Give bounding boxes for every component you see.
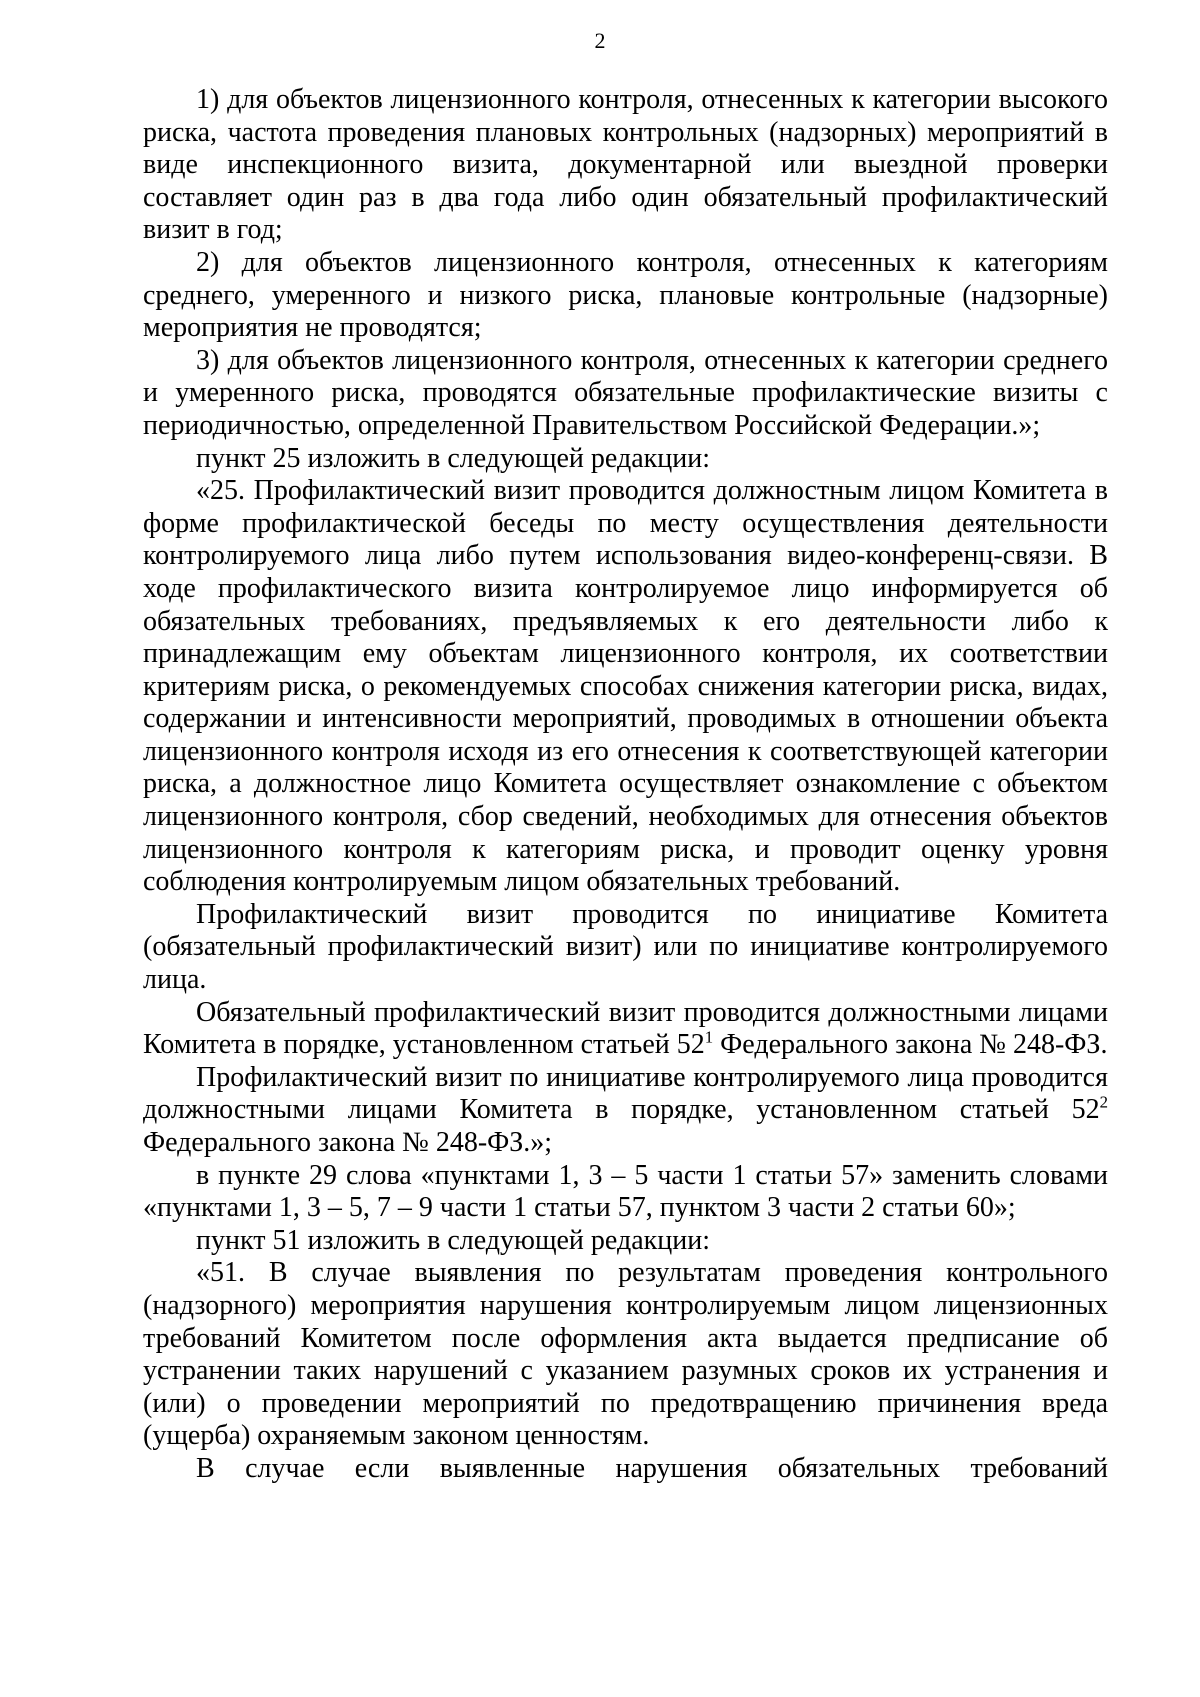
paragraph-visit-initiative: Профилактический визит проводится по инициативе Комитета (обязательный профилактический визит) или по инициативе контролируемого лица. xyxy=(143,898,1108,996)
paragraph-clause-25: «25. Профилактический визит проводится должностным лицом Комитета в форме профилактической беседы по месту осуществления деятельности контролируемого лица либо путем использования видео-конференц-связи. В ходе профилактического визита контролируемое лицо информируется об обязательных требованиях, предъявляемых к его деятельности либо к принадлежащим ему объектам лицензионного контроля, их соответствии критериям риска, о рекомендуемых способах снижения категории риска, видах, содержании и интенсивности мероприятий, проводимых в отношении объекта лицензионного контроля исходя из его отнесения к соответствующей категории риска, а должностное лицо Комитета осуществляет ознакомление с объектом лицензионного контроля, сбор сведений, необходимых для отнесения объектов лицензионного контроля к категориям риска, и проводит оценку уровня соблюдения контролируемым лицом обязательных требований. xyxy=(143,475,1108,898)
document-body xyxy=(143,84,1108,1486)
paragraph-text: Профилактический визит по инициативе контролируемого лица проводится должностными лицами Комитета в порядке, установленном статьей 52 xyxy=(143,1061,1108,1126)
paragraph-mandatory-visit xyxy=(143,997,1108,1062)
superscript: 1 xyxy=(704,1027,714,1047)
page-number: 2 xyxy=(594,28,606,53)
paragraph-text: Федерального закона № 248-ФЗ.»; xyxy=(143,1127,553,1158)
paragraph-initiative-visit xyxy=(143,1062,1108,1160)
paragraph-text: Федерального закона № 248-ФЗ. xyxy=(713,1029,1108,1061)
paragraph-item-3: 3) для объектов лицензионного контроля, отнесенных к категории среднего и умеренного риска, проводятся обязательные профилактические визиты с периодичностью, определенной Правительством Российской Федерации.»; xyxy=(143,344,1108,441)
paragraph-text: Обязательный профилактический визит проводится должностными лицами Комитета в порядке, установленном статьей 52 xyxy=(143,996,1108,1061)
superscript: 2 xyxy=(1099,1093,1108,1113)
paragraph-item-1: 1) для объектов лицензионного контроля, отнесенных к категории высокого риска, частота проведения плановых контрольных (надзорных) мероприятий в виде инспекционного визита, документарной или выездной проверки составляет один раз в два года либо один обязательный профилактический визит в год; xyxy=(143,84,1108,246)
paragraph-instruction-p29: в пункте 29 слова «пунктами 1, 3 – 5 части 1 статьи 57» заменить словами «пунктами 1, 3 – 5, 7 – 9 части 1 статьи 57, пунктом 3 части 2 статьи 60»; xyxy=(143,1159,1108,1224)
paragraph-continued: В случае если выявленные нарушения обязательных требований xyxy=(196,1452,1108,1484)
paragraph-item-2: 2) для объектов лицензионного контроля, отнесенных к категориям среднего, умеренного и низкого риска, плановые контрольные (надзорные) мероприятия не проводятся; xyxy=(143,246,1108,344)
paragraph-instruction-p51: пункт 51 изложить в следующей редакции: xyxy=(196,1224,710,1256)
paragraph-clause-51: «51. В случае выявления по результатам проведения контрольного (надзорного) мероприятия нарушения контролируемым лицом лицензионных требований Комитетом после оформления акта выдается предписание об устранении таких нарушений с указанием разумных сроков их устранения и (или) о проведении мероприятий по предотвращению причинения вреда (ущерба) охраняемым законом ценностям. xyxy=(143,1257,1108,1452)
paragraph-instruction-p25: пункт 25 изложить в следующей редакции: xyxy=(196,442,710,474)
